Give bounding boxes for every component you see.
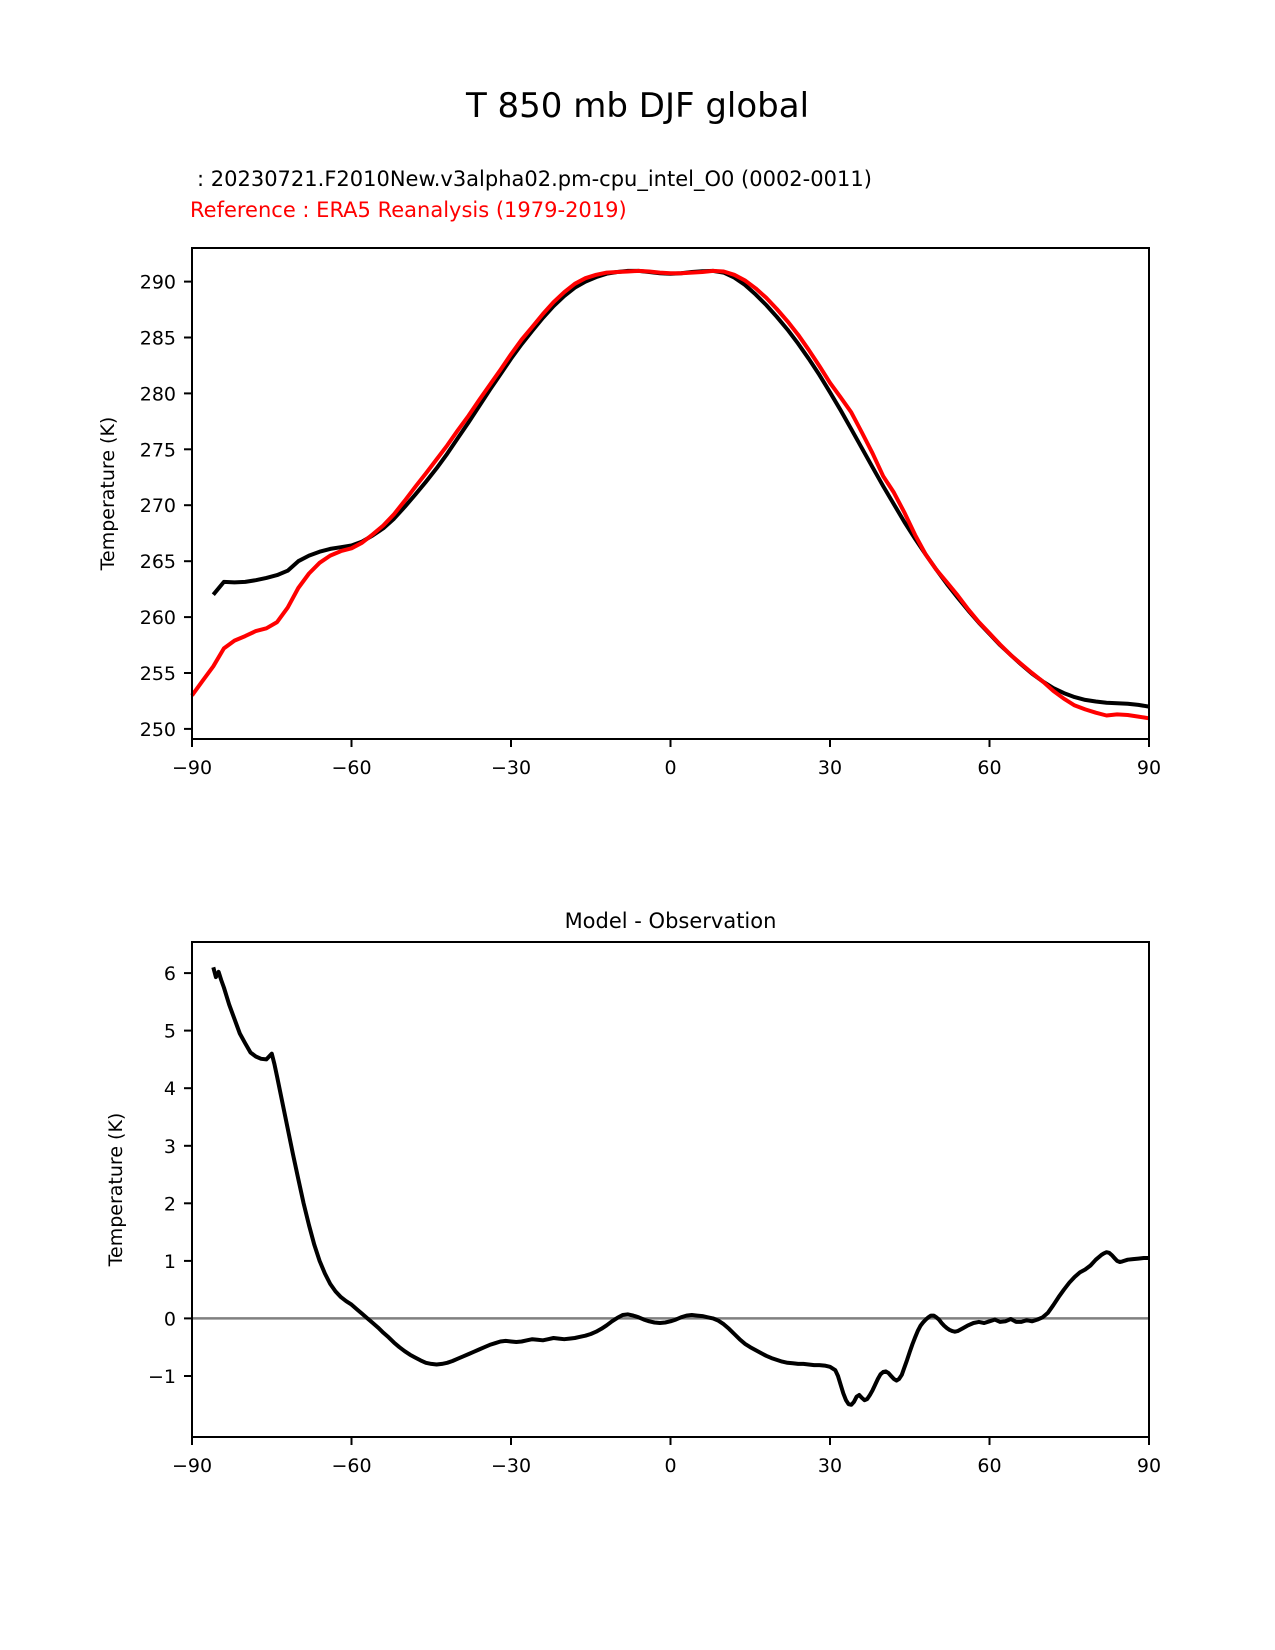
y-axis-tick-label: 3: [163, 1135, 176, 1158]
y-axis-tick-label: 270: [139, 495, 176, 518]
difference-curve: [213, 967, 1149, 1405]
x-axis-tick-label: 60: [977, 1455, 1002, 1477]
x-axis-tick-label: −90: [171, 757, 213, 779]
y-axis-tick-label: 1: [163, 1250, 176, 1273]
y-axis-tick-label: 275: [139, 439, 176, 462]
reference-label: Reference : ERA5 Reanalysis (1979-2019): [190, 198, 627, 222]
x-axis-tick-label: −30: [490, 757, 532, 779]
y-axis-title: Temperature (K): [97, 416, 119, 571]
plot-frame: [192, 942, 1149, 1437]
y-axis-tick-label: 0: [163, 1308, 176, 1331]
y-axis-tick-label: −1: [147, 1366, 176, 1388]
y-axis-tick-label: 2: [163, 1193, 176, 1216]
x-axis-tick-label: −60: [331, 1455, 372, 1477]
y-axis-tick-label: 250: [139, 718, 176, 741]
x-axis-tick-label: 90: [1136, 757, 1162, 779]
model-curve: [213, 271, 1149, 707]
y-axis-tick-label: 255: [139, 663, 176, 685]
x-axis-tick-label: 0: [664, 1455, 677, 1477]
x-axis-tick-label: 60: [977, 757, 1002, 779]
reference-curve: [192, 271, 1149, 718]
x-axis-tick-label: 90: [1136, 1455, 1162, 1477]
y-axis-tick-label: 6: [163, 963, 176, 986]
y-axis-title: Temperature (K): [105, 1112, 127, 1267]
figure-title: T 850 mb DJF global: [465, 86, 810, 126]
y-axis-tick-label: 290: [139, 271, 176, 294]
y-axis-tick-label: 4: [163, 1078, 176, 1101]
y-axis-tick-label: 280: [139, 383, 176, 406]
x-axis-tick-label: −30: [490, 1455, 532, 1477]
plot-frame: [192, 248, 1149, 739]
panel-title: Model - Observation: [564, 909, 777, 933]
model-run-label: : 20230721.F2010New.v3alpha02.pm-cpu_intel_O0 (0002-0011): [197, 167, 872, 191]
x-axis-tick-label: 30: [817, 1455, 843, 1477]
y-axis-tick-label: 260: [139, 607, 176, 630]
y-axis-tick-label: 285: [139, 327, 176, 350]
x-axis-tick-label: −90: [171, 1455, 213, 1477]
x-axis-tick-label: 30: [817, 757, 843, 779]
y-axis-tick-label: 5: [163, 1020, 176, 1043]
x-axis-tick-label: 0: [664, 757, 677, 779]
y-axis-tick-label: 265: [139, 551, 176, 574]
x-axis-tick-label: −60: [331, 757, 372, 779]
